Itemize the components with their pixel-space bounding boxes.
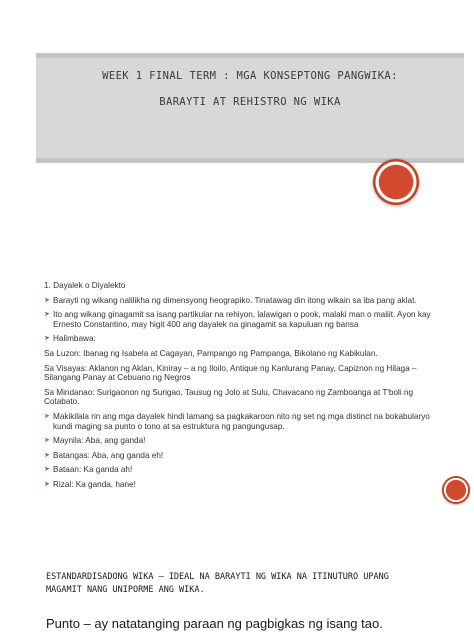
list-item: [44, 480, 432, 490]
list-item: [44, 296, 432, 306]
decorative-circle-icon: [442, 476, 470, 504]
list-item-text: Ito ang wikang ginagamit sa isang partikular na rehiyon, lalawigan o pook, malaki man o maliit. Ayon kay Ernesto Constantino, may higit 400 ang dayalek na ginagamit sa kapuluan ng bansa: [53, 310, 431, 329]
slide-content: [44, 281, 432, 495]
list-item-text: Makikilala rin ang mga dayalek hindi lamang sa pagkakaroon nito ng set ng mga distinct na bokabularyo kundi maging sa punto o tono at sa estruktura ng pangungusap.: [53, 411, 430, 431]
bullet-arrow-icon: ➤: [44, 466, 50, 474]
list-item: [44, 465, 432, 475]
list-item-text: Rizal: Ka ganda, hane!: [53, 479, 136, 489]
list-item-text: Maynila: Aba, ang ganda!: [53, 436, 146, 446]
slide-title-line-1: WEEK 1 FINAL TERM : MGA KONSEPTONG PANGWIKA:: [102, 70, 398, 82]
estandardisadong-wika-heading: ESTANDARDISADONG WIKA – IDEAL NA BARAYTI NG WIKA NA ITINUTURO UPANG MAGAMIT NANG UNIPORME ANG WIKA.: [46, 572, 389, 595]
punto-definition: Punto – ay natatanging paraan ng pagbigkas ng isang tao.: [46, 616, 383, 631]
bullet-arrow-icon: ➤: [44, 296, 50, 304]
example-paragraph: Sa Visayas: Aklanon ng Aklan, Kiniray – a ng Iloilo, Antique ng Kanlurang Panay, Capiznon ng Hilaga – Silangang Panay at Cebuano ng Negros: [44, 363, 417, 383]
list-item-text: Halimbawa:: [53, 334, 96, 344]
example-paragraph: Sa Mindanao: Surigaonon ng Surigao, Tausug ng Jolo at Sulu, Chavacano ng Zamboanga at T'boli ng Cotabato.: [44, 387, 414, 407]
list-item-text: Barayti ng wikang nalilikha ng dimensyong heograpiko. Tinatawag din itong wikain sa iba pang aklat.: [53, 295, 417, 305]
list-item: [44, 412, 432, 431]
slide-title-line-2: BARAYTI AT REHISTRO NG WIKA: [159, 96, 341, 108]
list-item: [44, 436, 432, 446]
bullet-arrow-icon: ➤: [44, 451, 50, 459]
list-item: [44, 451, 432, 461]
bullet-arrow-icon: ➤: [44, 335, 50, 343]
bullet-arrow-icon: ➤: [44, 311, 50, 319]
list-item-text: Bataan: Ka ganda ah!: [53, 465, 133, 475]
decorative-circle-icon: [373, 159, 419, 205]
bullet-arrow-icon: ➤: [44, 412, 50, 420]
list-item: [44, 310, 432, 329]
section-heading: 1. Dayalek o Diyalekto: [44, 281, 126, 290]
example-paragraph: Sa Luzon: Ibanag ng Isabela at Cagayan, Pampango ng Pampanga, Bikolano ng Kabikulan.: [44, 348, 378, 358]
title-band: [36, 53, 464, 163]
bullet-arrow-icon: ➤: [44, 437, 50, 445]
list-item-text: Batangas: Aba, ang ganda eh!: [53, 450, 164, 460]
list-item: [44, 334, 432, 344]
bullet-arrow-icon: ➤: [44, 480, 50, 488]
